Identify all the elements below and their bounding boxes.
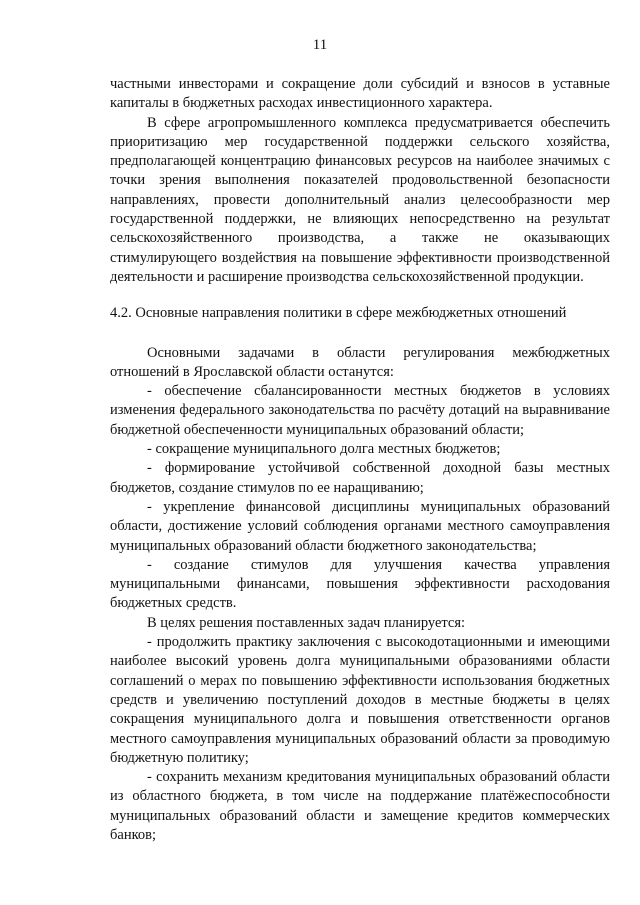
task-item: - обеспечение сбалансированности местных бюджетов в условиях изменения федерального законодательства по расчёту дотаций на выравнивание бюджетной обеспеченности муниципальных образований области; (110, 383, 610, 438)
plan-item: - сохранить механизм кредитования муниципальных образований области из областного бюджета, в том числе на поддержание платёжеспособности муниципальных образований области и замещение кредитов коммерческих банков; (110, 769, 610, 843)
task-item: - создание стимулов для улучшения качества управления муниципальными финансами, повышения эффективности расходования бюджетных средств. (110, 556, 610, 612)
section-heading: 4.2. Основные направления политики в сфере межбюджетных отношений (110, 305, 567, 322)
paragraph-continuation: частными инвесторами и сокращение доли субсидий и взносов в уставные капиталы в бюджетных расходах инвестиционного характера. (110, 76, 610, 112)
plan-item: - продолжить практику заключения с высокодотационными и имеющими наиболее высокий уровень долга муниципальными образованиями области соглашений о мерах по повышению эффективности использования бюджетных средств и увеличению поступлений доходов в местные бюджеты в целях сокращения муниципального долга и повышения ответственности органов местного самоуправления муниципальных образований области за проводимую бюджетную политику; (110, 634, 610, 766)
tasks-intro: Основными задачами в области регулирования межбюджетных отношений в Ярославской области останутся: (110, 344, 610, 380)
plans-intro: В целях решения поставленных задач планируется: (147, 614, 466, 631)
task-item: - укрепление финансовой дисциплины муниципальных образований области, достижение условий соблюдения органами местного самоуправления муниципальных образований области бюджетного законодательства; (110, 498, 610, 554)
page-number: 11 (312, 37, 328, 53)
task-item: - формирование устойчивой собственной доходной базы местных бюджетов, создание стимулов по ее наращиванию; (110, 460, 610, 496)
paragraph-agro: В сфере агропромышленного комплекса предусматривается обеспечить приоритизацию мер государственной поддержки сельского хозяйства, предполагающей концентрацию финансовых ресурсов на наиболее значимых с точки зрения выполнения показателей продовольственной безопасности направлениях, провести дополнительный анализ целесообразности мер государственной поддержки, не влияющих непосредственно на результат сельскохозяйственного производства, а также не оказывающих стимулирующего воздействия на повышение эффективности производственной деятельности и расширение производства сельскохозяйственной продукции. (110, 114, 610, 285)
document-body (110, 75, 610, 845)
task-item: - сокращение муниципального долга местных бюджетов; (147, 441, 501, 458)
